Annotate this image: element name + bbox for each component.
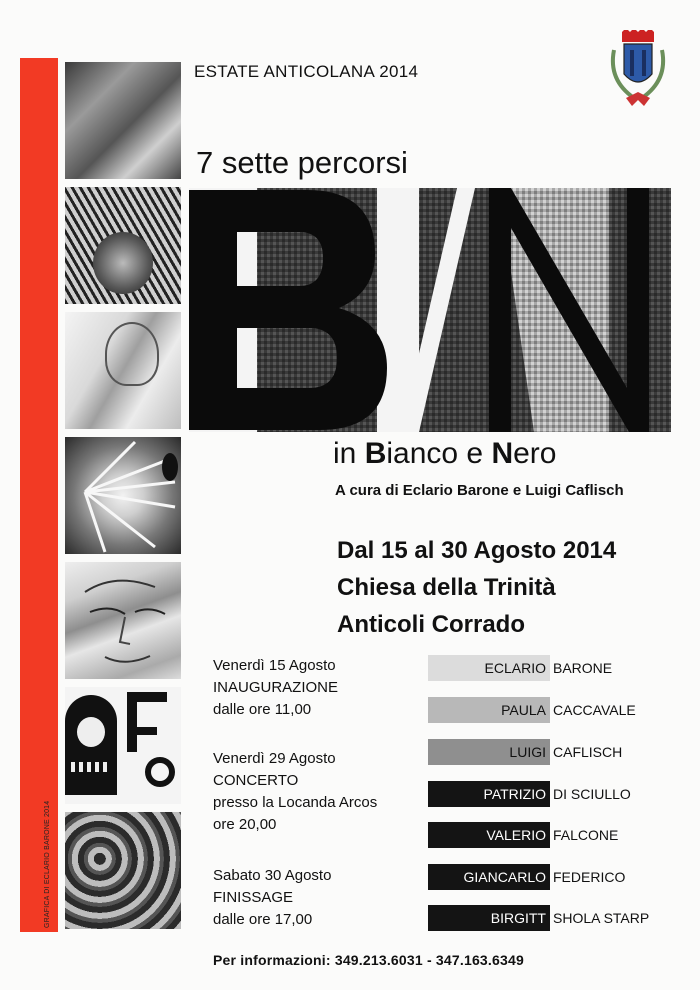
event-concert [213,748,377,836]
artist-last-name: CAFLISCH [553,744,623,760]
artist-last-name: SHOLA STARP [553,910,650,926]
artist-last-name: BARONE [553,660,613,676]
artist-first-name: GIANCARLO [428,864,550,890]
event-detail: dalle ore 11,00 [213,701,312,718]
artist-first-name: ECLARIO [428,655,550,681]
artwork-thumbnail-3 [65,312,181,429]
event-day: Venerdì 29 Agosto [213,750,336,767]
curators-line: A cura di Eclario Barone e Luigi Caflisch [335,482,624,499]
event-name: FINISSAGE [213,889,294,906]
event-day: Venerdì 15 Agosto [213,657,336,674]
artist-last-name: FEDERICO [553,869,626,885]
date-range: Dal 15 al 30 Agosto 2014 [337,537,617,564]
artwork-thumbnail-1 [65,62,181,179]
artist-first-name: BIRGITT [428,905,550,931]
graphic-credit: GRAFICA DI ECLARIO BARONE 2014 [44,800,51,928]
festival-title: ESTATE ANTICOLANA 2014 [194,62,419,81]
artwork-thumbnail-7 [65,812,181,929]
sunburst-rays [65,437,181,554]
event-detail: dalle ore 17,00 [213,911,313,928]
red-accent-bar [20,58,58,932]
municipal-crest-icon [604,30,672,116]
artwork-thumbnail-6 [65,687,181,804]
bn-title-graphic [189,188,671,432]
event-finissage [213,865,331,931]
artist-first-name: PAULA [428,697,550,723]
artist-first-name: LUIGI [428,739,550,765]
contact-info: Per informazioni: 349.213.6031 - 347.163.6349 [213,952,524,968]
venue-town: Anticoli Corrado [337,611,526,638]
event-day: Sabato 30 Agosto [213,867,332,884]
artist-last-name: FALCONE [553,827,619,843]
subheading: 7 sette percorsi [196,145,408,180]
artist-last-name: DI SCIULLO [553,786,631,802]
artist-last-name: CACCAVALE [553,702,636,718]
artwork-thumbnail-4 [65,437,181,554]
event-name: INAUGURAZIONE [213,679,339,696]
artist-first-name: PATRIZIO [428,781,550,807]
event-detail: presso la Locanda Arcos [213,794,378,811]
artwork-thumbnail-2 [65,187,181,304]
artwork-thumbnail-5 [65,562,181,679]
event-inauguration [213,655,338,721]
venue-name: Chiesa della Trinità [337,574,556,601]
event-extra: ore 20,00 [213,816,277,833]
face-sketch [65,562,181,679]
event-name: CONCERTO [213,772,299,789]
exhibition-subtitle: in Bianco e Nero [333,437,557,470]
artist-first-name: VALERIO [428,822,550,848]
